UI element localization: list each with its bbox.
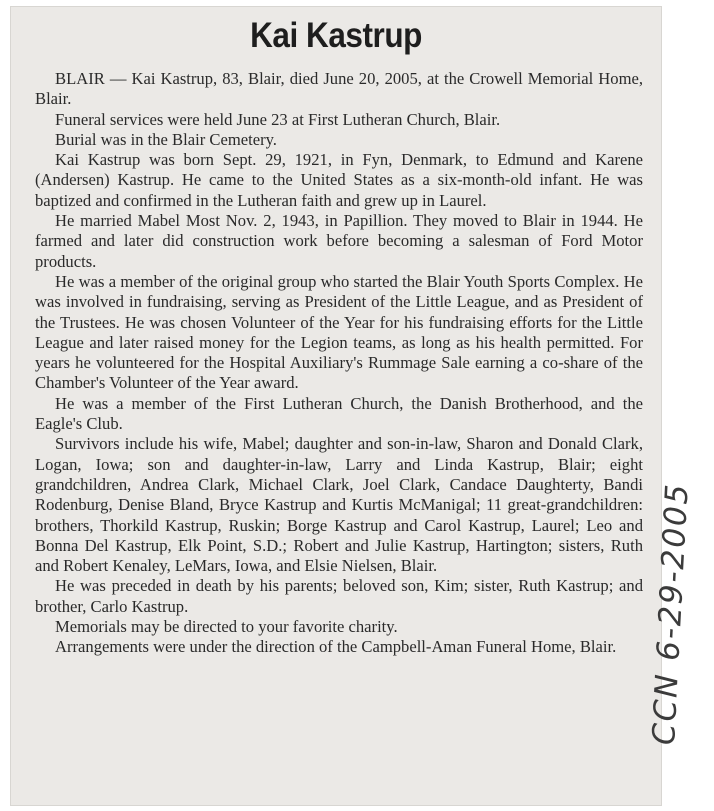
headline: Kai Kastrup — [250, 16, 422, 55]
paragraph-preceded: He was preceded in death by his parents; beloved son, Kim; sister, Ruth Kastrup; and brother, Carlo Kastrup. — [35, 576, 643, 616]
paragraph-burial: Burial was in the Blair Cemetery. — [55, 129, 277, 149]
paragraph-marriage: He married Mabel Most Nov. 2, 1943, in Papillion. They moved to Blair in 1944. He farmed and later did construction work before becoming a salesman of Ford Motor products. — [35, 211, 643, 271]
paragraph-memberships: He was a member of the First Lutheran Church, the Danish Brotherhood, and the Eagle's Club. — [35, 393, 643, 434]
handwritten-date-note: CCN 6-29-2005 — [646, 481, 696, 746]
paragraph-arrangements: Arrangements were under the direction of the Campbell-Aman Funeral Home, Blair. — [55, 637, 617, 657]
paragraph-community: He was a member of the original group who started the Blair Youth Sports Complex. He was involved in fundraising, serving as President of the Little League, and as President of the Trustees. He was chosen Volunteer of the Year for his fundraising efforts for the Little League and later raised money for the Legion teams, as long as his health permitted. For years he volunteered for the Hospital Auxiliary's Rummage Sale earning a co-share of the Chamber's Volunteer of the Year award. — [35, 271, 643, 393]
obituary-clipping — [10, 6, 696, 806]
paragraph-funeral: Funeral services were held June 23 at First Lutheran Church, Blair. — [55, 109, 501, 129]
obituary-body — [35, 69, 643, 658]
paragraph-survivors: Survivors include his wife, Mabel; daughter and son-in-law, Sharon and Donald Clark, Logan, Iowa; son and daughter-in-law, Larry and Linda Kastrup, Blair; eight grandchildren, Andrea Clark, Michael Clark, Joel Clark, Candace Daughterty, Bandi Rodenburg, Denise Bland, Bryce Kastrup and Kurtis McManigal; 11 great-grandchildren: brothers, Thorkild Kastrup, Ruskin; Borge Kastrup and Carol Kastrup, Laurel; Leo and Bonna Del Kastrup, Elk Point, S.D.; Robert and Julie Kastrup, Hartington; sisters, Ruth and Robert Kenaley, LeMars, Iowa, and Elsie Nielsen, Blair. — [35, 434, 643, 576]
paragraph-birth: Kai Kastrup was born Sept. 29, 1921, in Fyn, Denmark, to Edmund and Karene (Andersen) Kastrup. He came to the United States as a six-month-old infant. He was baptized and confirmed in the Lutheran faith and grew up in Laurel. — [35, 150, 643, 210]
paragraph-memorials: Memorials may be directed to your favorite charity. — [55, 617, 398, 637]
paragraph-death-notice: BLAIR — Kai Kastrup, 83, Blair, died June 20, 2005, at the Crowell Memorial Home, Blair. — [35, 69, 643, 109]
